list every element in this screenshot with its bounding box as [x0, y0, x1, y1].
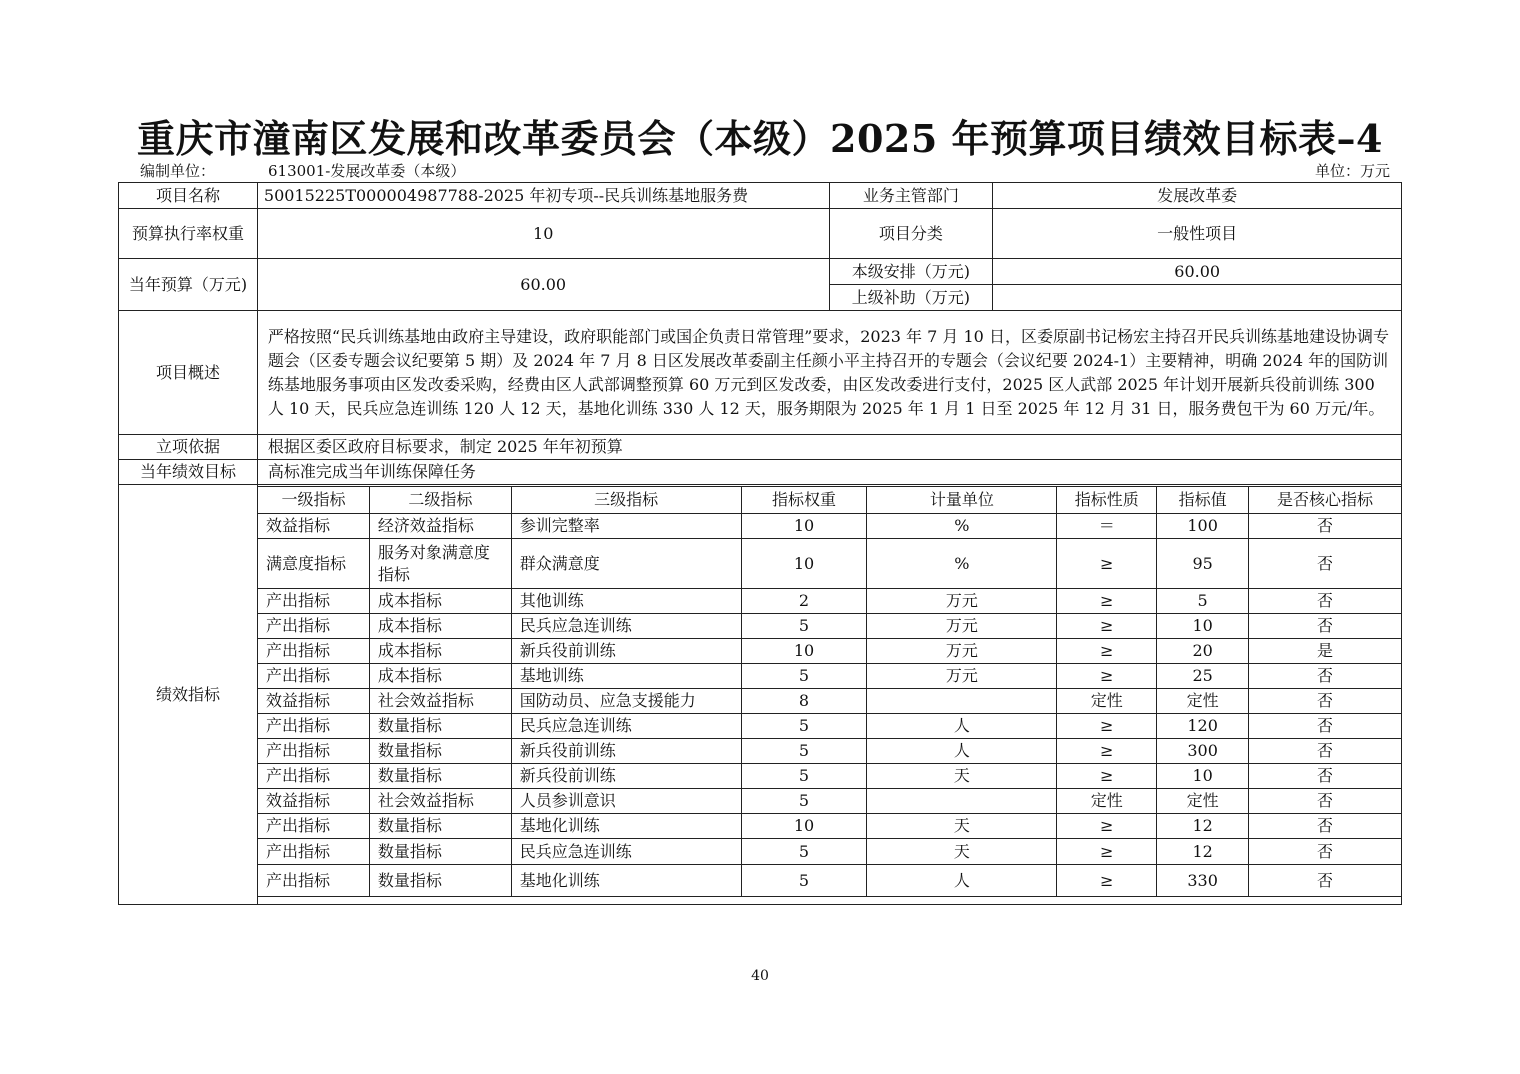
table-row: [258, 789, 1402, 814]
perf-body: [258, 514, 1402, 897]
cell-nature: ≥: [1057, 639, 1157, 664]
basis-text: 根据区委区政府目标要求，制定 2025 年年初预算: [257, 435, 1401, 460]
cell-level2: 成本指标: [369, 664, 511, 689]
table-row: [258, 764, 1402, 789]
cell-weight: 5: [741, 714, 867, 739]
dept-label: 业务主管部门: [829, 183, 993, 209]
cell-level1: 产出指标: [258, 764, 370, 789]
header-value: 指标值: [1157, 487, 1249, 514]
cell-unit: %: [867, 539, 1057, 589]
cell-weight: 5: [741, 789, 867, 814]
cell-level3: 群众满意度: [511, 539, 741, 589]
cell-level2: 数量指标: [369, 714, 511, 739]
header-level2: 二级指标: [369, 487, 511, 514]
cell-level1: 产出指标: [258, 839, 370, 865]
page-title: 重庆市潼南区发展和改革委员会（本级）2025 年预算项目绩效目标表–4: [137, 116, 1383, 161]
cell-weight: 10: [741, 539, 867, 589]
table-row: [258, 539, 1402, 589]
cell-weight: 5: [741, 839, 867, 865]
table-row: [258, 814, 1402, 839]
cell-value: 5: [1157, 589, 1249, 614]
money-unit: 单位：万元: [1314, 162, 1390, 180]
cell-unit: [867, 689, 1057, 714]
project-name-label: 项目名称: [119, 183, 258, 209]
cell-level1: 产出指标: [258, 639, 370, 664]
summary-label: 项目概述: [119, 311, 258, 435]
cell-nature: ≥: [1057, 865, 1157, 897]
cell-unit: %: [867, 514, 1057, 539]
cell-weight: 10: [741, 514, 867, 539]
table-row: [258, 714, 1402, 739]
cell-weight: 10: [741, 639, 867, 664]
cell-level1: 产出指标: [258, 865, 370, 897]
cell-unit: [867, 789, 1057, 814]
cell-core: 否: [1249, 539, 1402, 589]
cell-level2: 社会效益指标: [369, 789, 511, 814]
cell-nature: ≥: [1057, 664, 1157, 689]
cell-level3: 基地化训练: [511, 865, 741, 897]
cell-level2: 成本指标: [369, 639, 511, 664]
cell-value: 10: [1157, 614, 1249, 639]
cell-unit: 人: [867, 865, 1057, 897]
cell-value: 12: [1157, 814, 1249, 839]
summary-text: 严格按照“民兵训练基地由政府主导建设，政府职能部门或国企负责日常管理”要求，2023 年 7 月 10 日，区委原副书记杨宏主持召开民兵训练基地建设协调专题会（区委专题会议纪要第 5 期）及 2024 年 7 月 8 日区发展改革委副主任颜小平主持召开的专题会（会议纪要 2024-1）主要精神，明确 2024 年的国防训练基地服务事项由区发改委采购，经费由区人武部调整预算 60 万元到区发改委，由区发改委进行支付，2025 区人武部 2025 年计划开展新兵役前训练 300 人 10 天，民兵应急连训练 120 人 12 天，基地化训练 330 人 12 天，服务期限为 2025 年 1 月 1 日至 2025 年 12 月 31 日，服务费包干为 60 万元/年。: [257, 311, 1401, 435]
cell-core: 否: [1249, 614, 1402, 639]
dept-value: 发展改革委: [993, 183, 1402, 209]
cell-level2: 成本指标: [369, 589, 511, 614]
cell-nature: ＝: [1057, 514, 1157, 539]
cell-value: 100: [1157, 514, 1249, 539]
budget-label: 当年预算（万元): [119, 259, 258, 311]
cell-value: 330: [1157, 865, 1249, 897]
cell-nature: ≥: [1057, 814, 1157, 839]
cell-level2: 数量指标: [369, 865, 511, 897]
cell-level2: 数量指标: [369, 814, 511, 839]
header-level1: 一级指标: [258, 487, 370, 514]
cell-nature: 定性: [1057, 689, 1157, 714]
cell-core: 否: [1249, 589, 1402, 614]
cell-level3: 国防动员、应急支援能力: [511, 689, 741, 714]
cell-level1: 满意度指标: [258, 539, 370, 589]
header-weight: 指标权重: [741, 487, 867, 514]
cell-nature: ≥: [1057, 614, 1157, 639]
cell-unit: 万元: [867, 639, 1057, 664]
table-row: [258, 664, 1402, 689]
cell-unit: 万元: [867, 664, 1057, 689]
cell-level3: 参训完整率: [511, 514, 741, 539]
cell-level2: 数量指标: [369, 739, 511, 764]
table-row: [258, 689, 1402, 714]
cell-unit: 人: [867, 714, 1057, 739]
subsidy-value: [993, 285, 1402, 311]
cell-core: 否: [1249, 714, 1402, 739]
cell-nature: ≥: [1057, 589, 1157, 614]
cell-level3: 基地训练: [511, 664, 741, 689]
cell-level2: 成本指标: [369, 614, 511, 639]
basis-label: 立项依据: [119, 435, 258, 460]
cell-level3: 其他训练: [511, 589, 741, 614]
local-budget-label: 本级安排（万元): [829, 259, 993, 285]
cell-nature: ≥: [1057, 839, 1157, 865]
cell-level1: 产出指标: [258, 664, 370, 689]
cell-unit: 万元: [867, 589, 1057, 614]
cell-weight: 10: [741, 814, 867, 839]
cell-nature: 定性: [1057, 789, 1157, 814]
cell-value: 25: [1157, 664, 1249, 689]
project-name-value: 50015225T000004987788-2025 年初专项--民兵训练基地服务费: [257, 183, 829, 209]
goal-text: 高标准完成当年训练保障任务: [257, 460, 1401, 485]
cell-value: 12: [1157, 839, 1249, 865]
cell-level3: 基地化训练: [511, 814, 741, 839]
header-nature: 指标性质: [1057, 487, 1157, 514]
cell-level1: 产出指标: [258, 714, 370, 739]
cell-weight: 2: [741, 589, 867, 614]
cell-level1: 产出指标: [258, 614, 370, 639]
subsidy-label: 上级补助（万元): [829, 285, 993, 311]
cell-unit: 天: [867, 764, 1057, 789]
cell-value: 95: [1157, 539, 1249, 589]
cell-level2: 数量指标: [369, 839, 511, 865]
cell-unit: 天: [867, 839, 1057, 865]
cell-core: 否: [1249, 789, 1402, 814]
local-budget-value: 60.00: [993, 259, 1402, 285]
cell-core: 否: [1249, 814, 1402, 839]
cell-level2: 社会效益指标: [369, 689, 511, 714]
cell-weight: 5: [741, 614, 867, 639]
cell-level3: 新兵役前训练: [511, 639, 741, 664]
cell-nature: ≥: [1057, 764, 1157, 789]
cell-level3: 新兵役前训练: [511, 764, 741, 789]
header-level3: 三级指标: [511, 487, 741, 514]
table-row: [258, 865, 1402, 897]
header-unit: 计量单位: [867, 487, 1057, 514]
table-row: [258, 614, 1402, 639]
cell-core: 否: [1249, 514, 1402, 539]
cell-value: 定性: [1157, 689, 1249, 714]
cell-level3: 人员参训意识: [511, 789, 741, 814]
unit-label: 编制单位：: [140, 162, 216, 180]
cell-level3: 新兵役前训练: [511, 739, 741, 764]
cell-level1: 产出指标: [258, 739, 370, 764]
cell-level2: 经济效益指标: [369, 514, 511, 539]
cell-value: 120: [1157, 714, 1249, 739]
cell-level3: 民兵应急连训练: [511, 839, 741, 865]
cell-unit: 天: [867, 814, 1057, 839]
table-row: [258, 739, 1402, 764]
cell-core: 是: [1249, 639, 1402, 664]
table-row: [258, 589, 1402, 614]
cell-nature: ≥: [1057, 739, 1157, 764]
cell-level1: 产出指标: [258, 814, 370, 839]
cell-weight: 5: [741, 739, 867, 764]
perf-label: 绩效指标: [119, 485, 258, 905]
category-value: 一般性项目: [993, 209, 1402, 259]
table-row: [258, 639, 1402, 664]
unit-value: 613001-发展改革委（本级）: [268, 162, 466, 180]
cell-level3: 民兵应急连训练: [511, 614, 741, 639]
cell-core: 否: [1249, 839, 1402, 865]
cell-core: 否: [1249, 764, 1402, 789]
cell-level1: 效益指标: [258, 514, 370, 539]
cell-core: 否: [1249, 739, 1402, 764]
cell-nature: ≥: [1057, 539, 1157, 589]
cell-weight: 8: [741, 689, 867, 714]
cell-core: 否: [1249, 865, 1402, 897]
page-number: 40: [751, 968, 769, 984]
cell-level3: 民兵应急连训练: [511, 714, 741, 739]
cell-level1: 产出指标: [258, 589, 370, 614]
cell-core: 否: [1249, 664, 1402, 689]
table-row: [258, 514, 1402, 539]
cell-value: 10: [1157, 764, 1249, 789]
cell-value: 20: [1157, 639, 1249, 664]
cell-level2: 服务对象满意度指标: [369, 539, 511, 589]
performance-table: [257, 486, 1402, 897]
cell-level2: 数量指标: [369, 764, 511, 789]
exec-weight-value: 10: [257, 209, 829, 259]
cell-unit: 人: [867, 739, 1057, 764]
cell-level1: 效益指标: [258, 789, 370, 814]
category-label: 项目分类: [829, 209, 993, 259]
cell-value: 300: [1157, 739, 1249, 764]
cell-unit: 万元: [867, 614, 1057, 639]
budget-value: 60.00: [257, 259, 829, 311]
cell-nature: ≥: [1057, 714, 1157, 739]
cell-weight: 5: [741, 865, 867, 897]
cell-core: 否: [1249, 689, 1402, 714]
cell-value: 定性: [1157, 789, 1249, 814]
perf-header-row: [258, 487, 1402, 514]
exec-weight-label: 预算执行率权重: [119, 209, 258, 259]
table-row: [258, 839, 1402, 865]
cell-level1: 效益指标: [258, 689, 370, 714]
cell-weight: 5: [741, 664, 867, 689]
header-core: 是否核心指标: [1249, 487, 1402, 514]
goal-label: 当年绩效目标: [119, 460, 258, 485]
cell-weight: 5: [741, 764, 867, 789]
